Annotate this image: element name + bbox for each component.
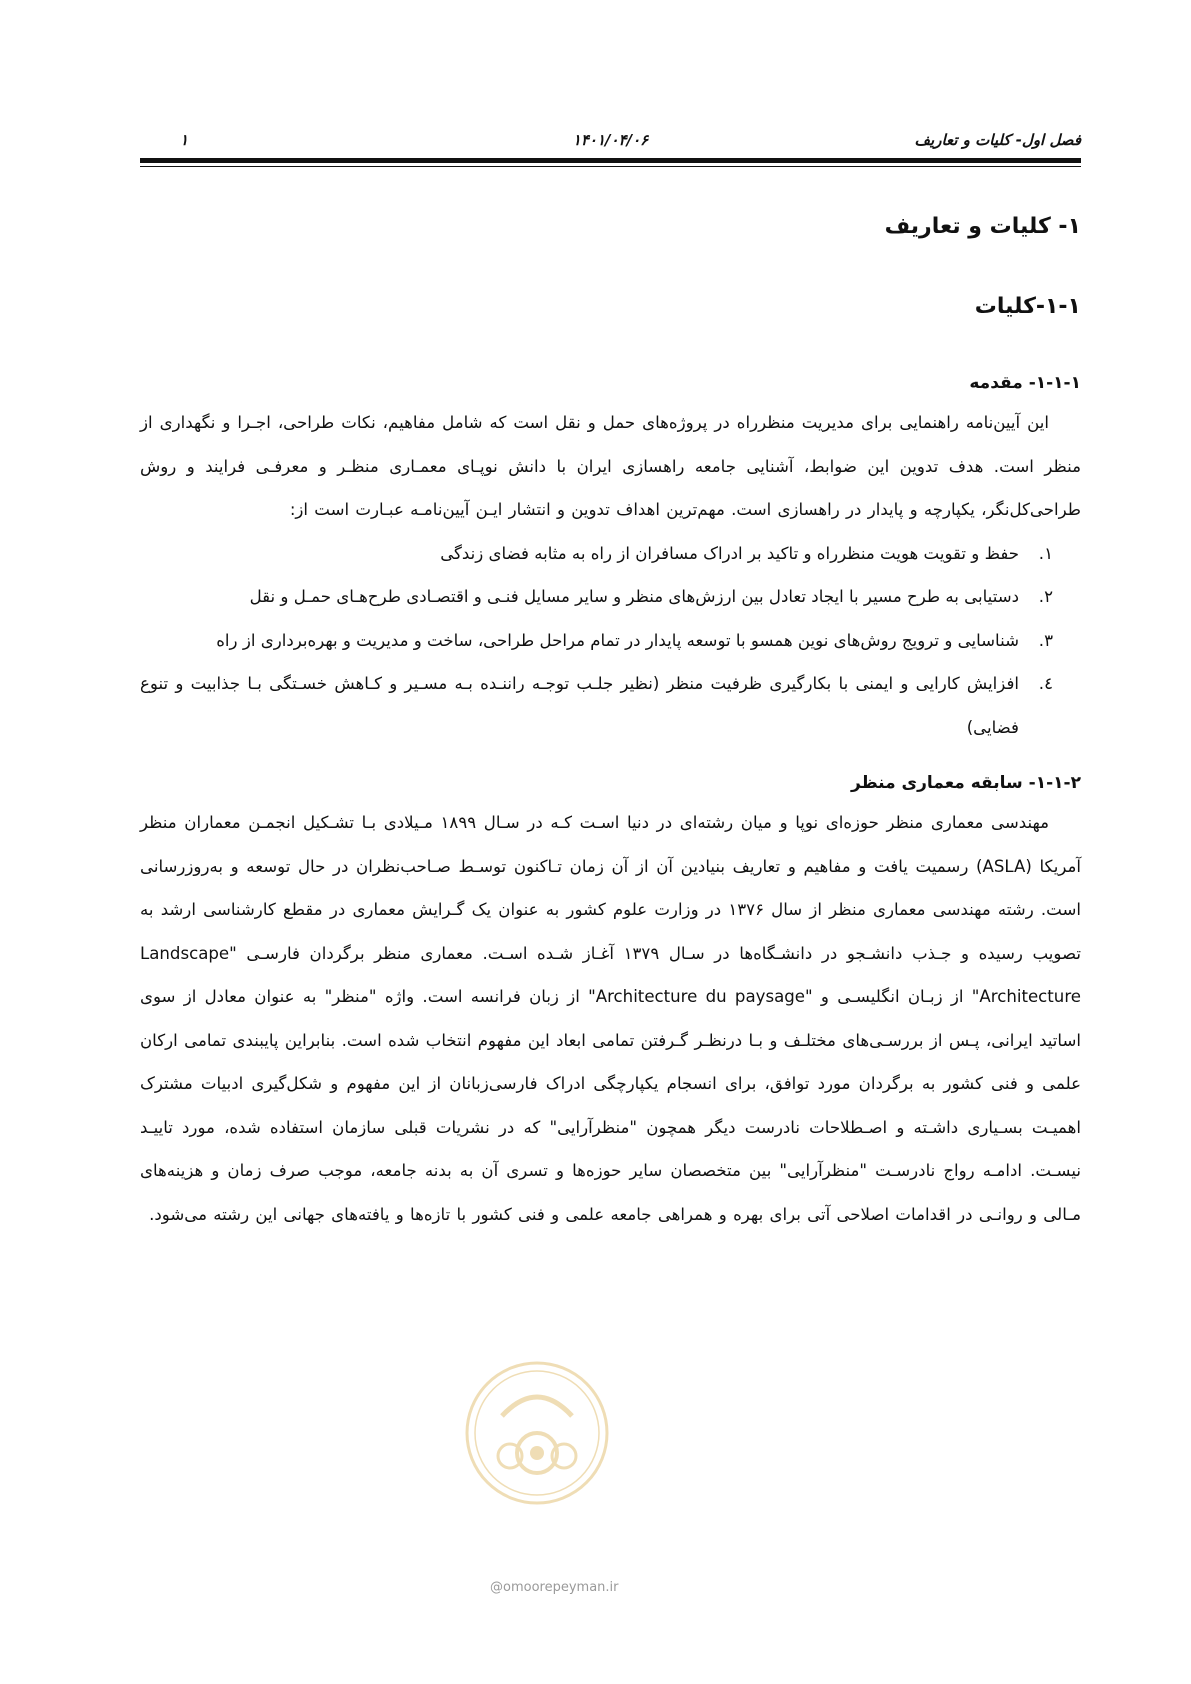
list-item-text: دستیابی به طرح مسیر با ایجاد تعادل بین ارزش‌های منظر و سایر مسایل فنـی و اقتصـادی طرح‌هـای حمـل و نقل xyxy=(249,587,1019,606)
section-heading-1-1-2: ۱-۱-۲- سابقه معماری منظر xyxy=(851,773,1081,793)
watermark-url: @omoorepeyman.ir xyxy=(490,1580,619,1595)
list-item-text: حفظ و تقویت هویت منظرراه و تاکید بر ادراک مسافران از راه به مثابه فضای زندگی xyxy=(440,543,1019,563)
header-page-number: ۱ xyxy=(180,131,189,149)
section-introduction xyxy=(140,365,1081,749)
goals-list xyxy=(140,532,1081,750)
header-rule-thick xyxy=(140,158,1081,163)
section-heading-1-1-1: ۱-۱-۱- مقدمه xyxy=(969,373,1081,393)
list-item xyxy=(140,662,1081,749)
header-date: ۱۴۰۱/۰۴/۰۶ xyxy=(572,131,649,149)
list-item xyxy=(140,575,1081,619)
section-history xyxy=(140,765,1081,1236)
list-item xyxy=(140,619,1081,663)
chapter-title: ۱- کلیات و تعاریف xyxy=(884,214,1081,239)
page-content xyxy=(140,205,1081,1236)
introduction-paragraph: این آیین‌نامه راهنمایی برای مدیریت منظرراه در پروژه‌های حمل و نقل است که شامل مفاهیم، نکات طراحی، اجـرا و نگهداری از منظر است. هدف تدوین این ضوابط، آشنایی جامعه راهسازی ایران با دانش نوپـای معمـاری منظـر و معرفـی فرایند و روش طراحی‌کل‌نگر، یکپارچه و پایدار در راهسازی است. مهم‌ترین اهداف تدوین و انتشار ایـن آیین‌نامـه عبـارت است از: xyxy=(140,413,1081,519)
list-item-number: ٤. xyxy=(1038,674,1053,693)
list-item-text: افزایش کارایی و ایمنی با بکارگیری ظرفیت منظر (نظیر جلـب توجـه راننـده بـه مسـیر و کـاهش خسـتگی بـا جذابیت و تنوع فضایی) xyxy=(140,674,1019,737)
header-rule-thin xyxy=(140,166,1081,167)
list-item-number: ۲. xyxy=(1038,587,1053,606)
section-heading-1-1: ۱-۱-کلیات xyxy=(974,294,1081,319)
list-item-number: ۱. xyxy=(1038,543,1053,563)
list-item-text: شناسایی و ترویج روش‌های نوین همسو با توسعه پایدار در تمام مراحل طراحی، ساخت و مدیریت و بهره‌برداری از راه xyxy=(216,630,1019,650)
list-item xyxy=(140,532,1081,576)
history-paragraph: مهندسی معماری منظر حوزه‌ای نوپا و میان رشته‌ای در دنیا اسـت کـه در سـال ۱۸۹۹ مـیلادی بـا تشـکیل انجمـن معماران منظر آمریکا (ASLA) رسمیت یافت و مفاهیم و تعاریف بنیادین آن از آن زمان تـاکنون توسـط صـاحب‌نظران در حال توسعه و به‌روزرسانی است. رشته مهندسی معماری منظر از سال ۱۳۷۶ در وزارت علوم کشور به عنوان یک گـرایش معماری در مقطع کارشناسی ارشد به تصویب رسیده و جـذب دانشـجو در دانشـگاه‌ها در سـال ۱۳۷۹ آغـاز شـده اسـت. معماری منظر برگردان فارسـی "Landscape Architecture" از زبـان انگلیسـی و "Architecture du paysage" از زبان فرانسه است. واژه "منظر" به عنوان معادل از سوی اساتید ایرانی، پـس از بررسـی‌های مختلـف و بـا درنظـر گـرفتن تمامی ابعاد این مفهوم انتخاب شده است. بنابراین پایبندی تمامی ارکان علمی و فنی کشور به برگردان مورد توافق، برای انسجام یکپارچگی ادراک فارسی‌زبانان از این مفهوم و شکل‌گیری ادبیات مشترک اهمیـت بسـیاری داشـته و اصـطلاحات نادرست دیگر همچون "منظرآرایی" که در نشریات قبلی سازمان استفاده شده، مورد تاییـد نیسـت. ادامـه رواج نادرسـت "منظرآرایی" بین متخصصان سایر حوزه‌ها و تسری آن به بدنه جامعه، موجب صرف زمان و هزینه‌های مـالی و روانـی در اقدامات اصلاحی آتی برای بهره و همراهی جامعه علمی و فنی کشور با تازه‌ها و یافته‌های جهانی این رشته می‌شود. xyxy=(140,813,1082,1224)
watermark-logo-icon xyxy=(462,1358,612,1508)
header-chapter-title: فصل اول- کلیات و تعاریف xyxy=(914,131,1081,149)
running-header xyxy=(140,128,1081,154)
list-item-number: ۳. xyxy=(1038,630,1053,650)
